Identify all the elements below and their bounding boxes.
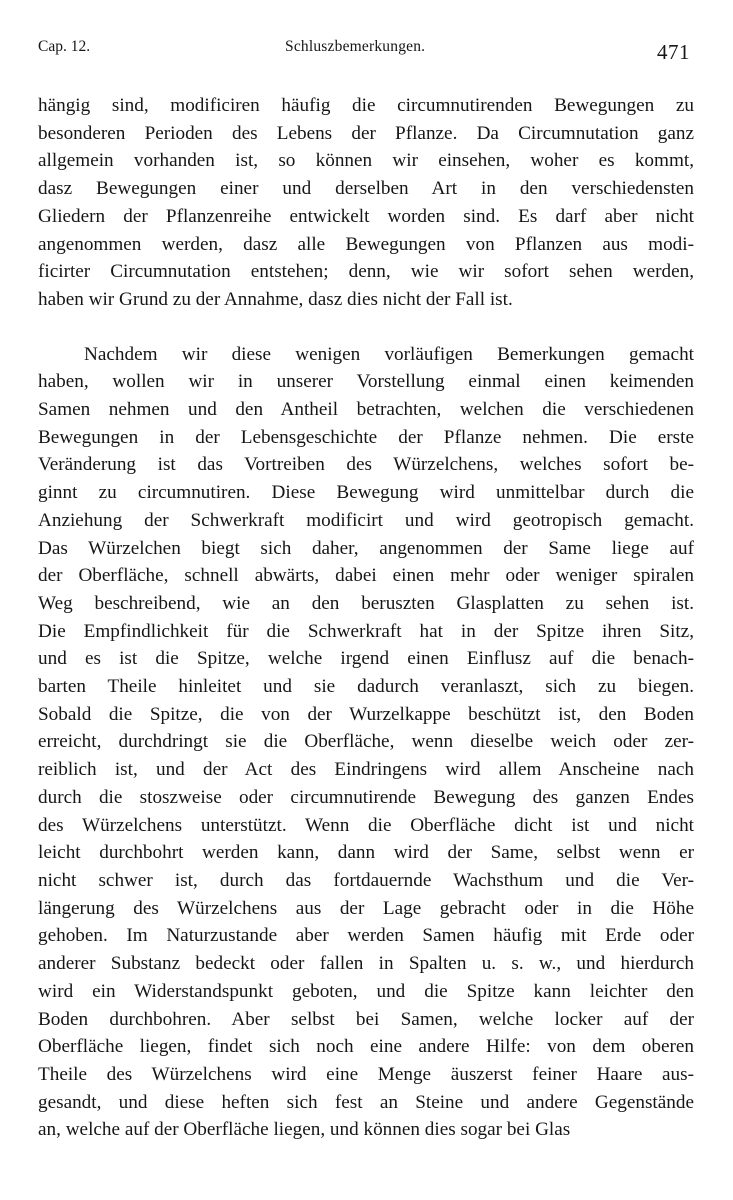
text-line: und es ist die Spitze, welche irgend einen Einflusz auf die benach- (38, 648, 694, 670)
text-line: Weg beschreibend, wie an den beruszten Glasplatten zu sehen ist. (38, 592, 694, 614)
text-line: Gliedern der Pflanzenreihe entwickelt worden sind. Es darf aber nicht (38, 205, 694, 227)
running-title: Schluszbemerkungen. (285, 38, 426, 55)
paragraph-seedling (38, 341, 694, 1144)
text-line: gehoben. Im Naturzustande aber werden Samen häufig mit Erde oder (38, 925, 694, 947)
text-line: Samen nehmen und den Antheil betrachten, welchen die verschiedenen (38, 399, 694, 421)
text-line: an, welche auf der Oberfläche liegen, und können dies sogar bei Glas (38, 1119, 571, 1141)
paragraph-continued (38, 92, 694, 314)
text-line: wird ein Widerstandspunkt geboten, und die Spitze kann leichter den (38, 980, 694, 1002)
text-line: des Würzelchens unterstützt. Wenn die Oberfläche dicht ist und nicht (38, 814, 694, 836)
text-line: Das Würzelchen biegt sich daher, angenommen der Same liege auf (38, 537, 694, 559)
text-line: besonderen Perioden des Lebens der Pflanze. Da Circumnutation ganz (38, 122, 694, 144)
text-line: Bewegungen in der Lebensgeschichte der Pflanze nehmen. Die erste (38, 426, 694, 448)
text-line: haben wir Grund zu der Annahme, dasz dies nicht der Fall ist. (38, 288, 513, 310)
text-line: längerung des Würzelchens aus der Lage gebracht oder in die Höhe (38, 897, 694, 919)
text-line: der Oberfläche, schnell abwärts, dabei einen mehr oder weniger spiralen (38, 565, 694, 587)
text-line: durch die stoszweise oder circumnutirende Bewegung des ganzen Endes (38, 786, 694, 808)
text-line: Veränderung ist das Vortreiben des Würzelchens, welches sofort be- (38, 454, 694, 476)
text-line: Nachdem wir diese wenigen vorläufigen Bemerkungen gemacht (84, 343, 694, 365)
text-line: dasz Bewegungen einer und derselben Art in den verschiedensten (38, 178, 694, 200)
text-line: anderer Substanz bedeckt oder fallen in Spalten u. s. w., und hierdurch (38, 953, 694, 975)
page-number: 471 (657, 40, 690, 64)
chapter-label: Cap. 12. (38, 38, 91, 55)
text-line: Die Empfindlichkeit für die Schwerkraft hat in der Spitze ihren Sitz, (38, 620, 694, 642)
text-line: haben, wollen wir in unserer Vorstellung einmal einen keimenden (38, 371, 694, 393)
text-line: reiblich ist, und der Act des Eindringens wird allem Anscheine nach (38, 759, 694, 781)
text-line: Theile des Würzelchens wird eine Menge äuszerst feiner Haare aus- (38, 1063, 694, 1085)
text-line: Sobald die Spitze, die von der Wurzelkappe beschützt ist, den Boden (38, 703, 694, 725)
running-header (38, 0, 694, 92)
text-line: gesandt, und diese heften sich fest an Steine und andere Gegenstände (38, 1091, 694, 1113)
text-line: allgemein vorhanden ist, so können wir einsehen, woher es kommt, (38, 150, 694, 172)
text-line: nicht schwer ist, durch das fortdauernde Wachsthum und die Ver- (38, 869, 694, 891)
text-line: Boden durchbohren. Aber selbst bei Samen, welche locker auf der (38, 1008, 694, 1030)
book-page (38, 0, 694, 1144)
text-line: erreicht, durchdringt sie die Oberfläche, wenn dieselbe weich oder zer- (38, 731, 694, 753)
text-line: leicht durchbohrt werden kann, dann wird der Same, selbst wenn er (38, 842, 694, 864)
text-line: Anziehung der Schwerkraft modificirt und wird geotropisch gemacht. (38, 509, 694, 531)
text-line: Oberfläche liegen, findet sich noch eine andere Hilfe: von dem oberen (38, 1036, 694, 1058)
text-line: ginnt zu circumnutiren. Diese Bewegung wird unmittelbar durch die (38, 482, 694, 504)
text-line: angenommen werden, dasz alle Bewegungen von Pflanzen aus modi- (38, 233, 694, 255)
text-line: barten Theile hinleitet und sie dadurch veranlaszt, sich zu biegen. (38, 676, 694, 698)
text-line: ficirter Circumnutation entstehen; denn, wie wir sofort sehen werden, (38, 261, 694, 283)
text-line: hängig sind, modificiren häufig die circumnutirenden Bewegungen zu (38, 95, 694, 116)
